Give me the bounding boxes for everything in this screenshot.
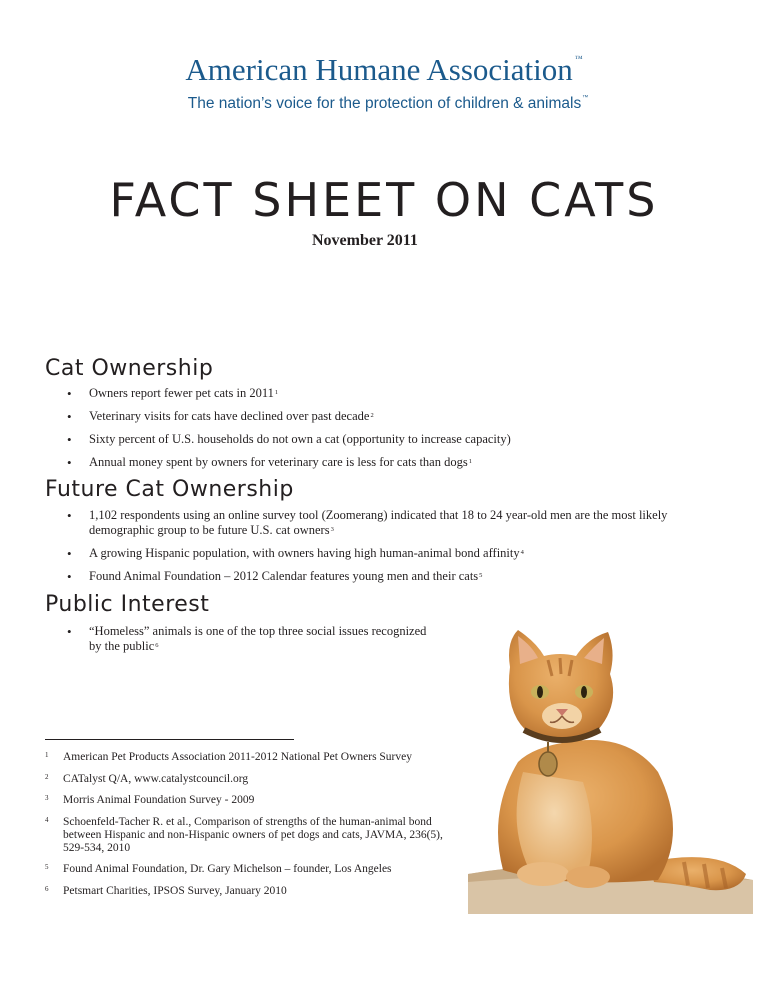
footnote-ref: 1 (274, 389, 279, 396)
footnote-number: 1 (45, 751, 49, 759)
organization-tagline (0, 95, 768, 113)
footnote-text: Found Animal Foundation, Dr. Gary Michelson – founder, Los Angeles (63, 863, 392, 875)
publication-date: November 2011 (312, 232, 418, 249)
footnote-ref: 3 (330, 526, 334, 533)
footnote-text: Schoenfeld-Tacher R. et al., Comparison of strengths of the human-animal bond between Hispanic and non-Hispanic owners of pet dogs and cats, JAVMA, 236(5), 529-534, 2010 (63, 815, 443, 854)
list-item (67, 432, 511, 447)
list-item (67, 455, 511, 470)
footnote-item (45, 773, 465, 786)
list-item-text: Annual money spent by owners for veterinary care is less for cats than dogs (89, 455, 468, 469)
footnote-ref: 5 (479, 572, 483, 579)
footnote-ref: 1 (468, 458, 472, 465)
section-heading-future-cat-ownership: Future Cat Ownership (45, 477, 294, 502)
footnote-item (45, 885, 465, 898)
footnote-item (45, 794, 465, 807)
list-item-text: Found Animal Foundation – 2012 Calendar features young men and their cats (89, 569, 479, 583)
footnote-text: Petsmart Charities, IPSOS Survey, January 2010 (63, 884, 287, 897)
organization-name (0, 52, 768, 88)
footnote-number: 6 (45, 884, 49, 893)
section-heading-public-interest: Public Interest (45, 592, 210, 617)
footnote-number: 3 (45, 794, 49, 802)
list-item (67, 546, 727, 561)
footnote-item (45, 863, 465, 876)
list-item-text: A growing Hispanic population, with owners having high human-animal bond affinity (89, 546, 520, 560)
trademark-symbol: ™ (574, 54, 583, 63)
list-item (67, 569, 727, 584)
list-item-text: 1,102 respondents using an online survey tool (Zoomerang) indicated that 18 to 24 year-old men are the most likely demographic group to be future U.S. cat owners (89, 508, 668, 537)
tagline-trademark: ™ (582, 95, 589, 101)
footnotes-list (45, 751, 465, 906)
list-item (67, 624, 427, 654)
footnote-text: CATalyst Q/A, www.catalystcouncil.org (63, 772, 249, 785)
future-cat-ownership-list (67, 508, 727, 592)
list-item-text: Sixty percent of U.S. households do not own a cat (opportunity to increase capacity) (89, 432, 511, 446)
footnote-text: American Pet Products Association 2011-2012 National Pet Owners Survey (63, 751, 412, 763)
cat-ownership-list (67, 386, 511, 478)
page-title: FACT SHEET ON CATS (109, 173, 659, 227)
tagline-text: The nation’s voice for the protection of children & animals (187, 95, 582, 112)
footnote-item (45, 816, 465, 855)
footnote-number: 4 (45, 815, 49, 824)
footnote-number: 2 (45, 772, 49, 781)
footnote-ref: 2 (370, 412, 374, 419)
list-item-text: Owners report fewer pet cats in 2011 (89, 386, 274, 400)
footnote-ref: 6 (155, 642, 159, 649)
footnote-item (45, 751, 465, 764)
list-item-text: Veterinary visits for cats have declined over past decade (89, 409, 370, 423)
section-heading-cat-ownership: Cat Ownership (45, 356, 214, 381)
footnote-divider (45, 739, 294, 740)
list-item (67, 409, 511, 424)
list-item (67, 386, 511, 401)
orange-cat-photo (448, 612, 758, 914)
footnote-number: 5 (45, 863, 49, 871)
footnote-text: Morris Animal Foundation Survey - 2009 (63, 794, 255, 806)
list-item (67, 508, 727, 538)
list-item-text: “Homeless” animals is one of the top three social issues recognized by the public (89, 624, 427, 653)
public-interest-list (67, 624, 427, 662)
organization-name-text: American Humane Association (185, 52, 573, 87)
footnote-ref: 4 (520, 549, 524, 556)
